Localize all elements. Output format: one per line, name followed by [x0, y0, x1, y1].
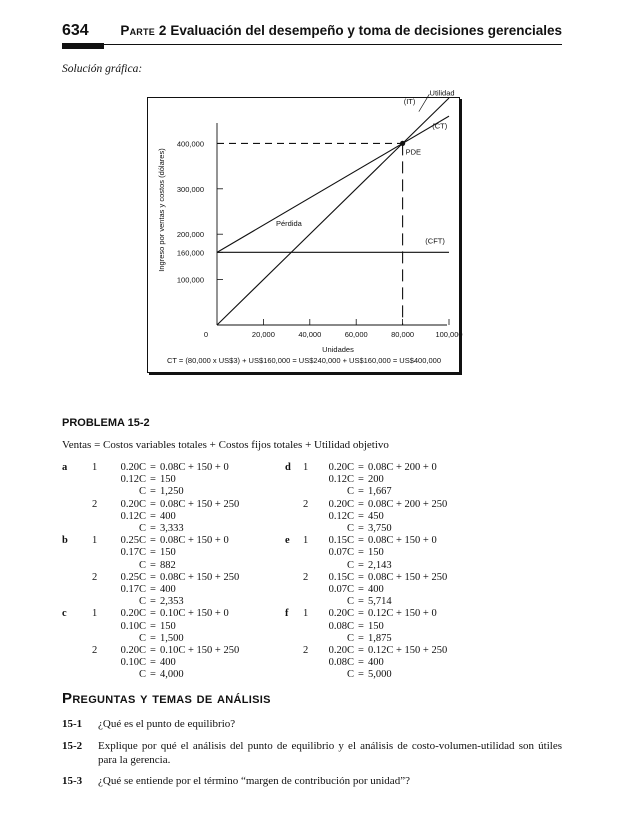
- solution-equals: =: [358, 523, 364, 534]
- solution-equals: =: [150, 632, 156, 644]
- solution-equals: =: [358, 547, 364, 559]
- solution-number: 2: [303, 498, 309, 510]
- solution-line: [316, 669, 392, 681]
- section-title: Evaluación del desempeño y toma de decisiones gerenciales: [170, 23, 562, 38]
- solution-line: [108, 511, 176, 523]
- solution-line: [316, 511, 384, 523]
- solution-lhs: C: [138, 559, 146, 571]
- solution-number: 2: [92, 571, 98, 583]
- solution-line: [316, 596, 392, 608]
- solution-lhs: C: [138, 523, 146, 534]
- solution-rhs: 400: [160, 584, 176, 595]
- solution-line: [316, 560, 392, 572]
- utilidad-label: Utilidad: [429, 88, 455, 98]
- solution-lhs: 0.15C: [328, 535, 354, 547]
- solution-line: [108, 474, 176, 486]
- solution-rhs: 400: [368, 657, 384, 669]
- solution-lhs: 0.20C: [328, 645, 354, 656]
- solution-lhs: C: [346, 559, 354, 571]
- solution-lhs: 0.17C: [120, 547, 146, 559]
- solution-equals: =: [358, 584, 364, 595]
- solution-lhs: 0.20C: [120, 645, 146, 656]
- solution-lhs: C: [138, 486, 146, 498]
- solution-line: [108, 572, 239, 584]
- question-number: 15-1: [62, 718, 83, 730]
- series-line-it: [217, 98, 449, 325]
- solution-line: [316, 621, 384, 633]
- solution-lhs: 0.20C: [328, 462, 354, 473]
- solution-line: [108, 584, 176, 596]
- solucion-label: Solución gráfica:: [62, 63, 143, 75]
- perdida-label: Pérdida: [275, 219, 302, 229]
- solution-line: [316, 633, 392, 645]
- page-number: 634: [62, 22, 89, 39]
- solution-rhs: 1,875: [368, 632, 392, 644]
- solution-equals: =: [150, 645, 156, 656]
- x-axis-label: Unidades: [322, 345, 354, 354]
- solution-line: [108, 523, 184, 535]
- solution-number: 2: [303, 645, 309, 656]
- solution-letter: c: [62, 608, 67, 620]
- solution-equals: =: [150, 559, 156, 571]
- solution-rhs: 1,500: [160, 632, 184, 644]
- solution-line: [108, 608, 229, 620]
- solution-lhs: 0.08C: [328, 657, 354, 669]
- solution-rhs: 150: [160, 547, 176, 559]
- solution-equals: =: [150, 547, 156, 559]
- solution-lhs: C: [138, 596, 146, 608]
- header-rule-accent: [62, 43, 104, 49]
- solution-number: 2: [92, 498, 98, 510]
- breakeven-figure: [147, 88, 463, 373]
- solution-line: [108, 486, 184, 498]
- solution-equals: =: [150, 584, 156, 595]
- solution-rhs: 1,667: [368, 486, 392, 498]
- solution-rhs: 0.12C + 150 + 0: [368, 608, 437, 620]
- solution-lhs: 0.12C: [120, 510, 146, 522]
- solution-rhs: 5,000: [368, 669, 392, 681]
- solution-rhs: 2,353: [160, 596, 184, 608]
- problem-equation: Ventas = Costos variables totales + Costos fijos totales + Utilidad objetivo: [62, 439, 389, 451]
- solution-rhs: 3,333: [160, 523, 184, 534]
- solution-equals: =: [150, 669, 156, 681]
- solution-line: [316, 535, 437, 547]
- solution-lhs: C: [346, 632, 354, 644]
- x-tick-label: 40,000: [298, 330, 322, 339]
- solution-rhs: 1,250: [160, 486, 184, 498]
- solution-number: 1: [303, 608, 309, 620]
- series-label-ct: (CT): [432, 121, 448, 131]
- solution-equals: =: [150, 535, 156, 547]
- solution-line: [108, 462, 229, 474]
- page-header: [62, 22, 562, 42]
- question-number: 15-2: [62, 740, 83, 752]
- solution-lhs: C: [138, 669, 146, 681]
- solution-lhs: 0.12C: [328, 510, 354, 522]
- solution-lhs: 0.12C: [328, 474, 354, 486]
- solution-equals: =: [150, 523, 156, 534]
- solution-letter: b: [62, 535, 68, 547]
- question-text: ¿Qué es el punto de equilibrio?: [98, 718, 236, 730]
- solution-equals: =: [150, 657, 156, 669]
- solution-line: [316, 499, 447, 511]
- solution-line: [108, 547, 176, 559]
- solution-line: [316, 584, 384, 596]
- solution-lhs: 0.12C: [120, 474, 146, 486]
- header-rule: [62, 44, 562, 45]
- solution-equals: =: [358, 510, 364, 522]
- solution-lhs: C: [346, 523, 354, 534]
- solution-number: 1: [303, 535, 309, 547]
- solution-rhs: 0.08C + 150 + 250: [160, 498, 240, 510]
- solution-lhs: 0.07C: [328, 584, 354, 595]
- solution-number: 1: [92, 462, 98, 473]
- series-line-ct: [217, 116, 449, 252]
- y-tick-label: 100,000: [176, 275, 204, 285]
- solution-rhs: 150: [368, 547, 384, 559]
- solution-line: [316, 572, 447, 584]
- solution-equals: =: [150, 510, 156, 522]
- solution-lhs: 0.08C: [328, 620, 354, 632]
- y-tick-label: 200,000: [176, 230, 204, 240]
- solution-rhs: 882: [160, 559, 176, 571]
- solution-rhs: 450: [368, 510, 384, 522]
- solution-equals: =: [358, 486, 364, 498]
- solution-equals: =: [150, 608, 156, 620]
- solution-equals: =: [358, 596, 364, 608]
- solution-letter: e: [285, 535, 290, 547]
- solution-lhs: 0.10C: [120, 657, 146, 669]
- solution-rhs: 5,714: [368, 596, 392, 608]
- solution-line: [108, 657, 176, 669]
- solution-lhs: 0.20C: [120, 608, 146, 620]
- solution-line: [316, 657, 384, 669]
- breakeven-chart: [148, 88, 463, 372]
- solution-equals: =: [358, 645, 364, 656]
- solution-rhs: 4,000: [160, 669, 184, 681]
- solution-lhs: 0.20C: [120, 462, 146, 473]
- solution-line: [316, 462, 437, 474]
- solution-rhs: 0.08C + 200 + 250: [368, 498, 448, 510]
- question-number: 15-3: [62, 775, 83, 787]
- section-heading: [62, 690, 271, 707]
- solution-line: [108, 560, 176, 572]
- solution-equals: =: [358, 498, 364, 510]
- solution-lhs: C: [346, 486, 354, 498]
- solution-equals: =: [150, 474, 156, 486]
- solution-number: 2: [303, 571, 309, 583]
- solution-line: [316, 474, 384, 486]
- solution-number: 1: [303, 462, 309, 473]
- solution-line: [108, 596, 184, 608]
- solution-rhs: 0.08C + 150 + 0: [160, 535, 229, 547]
- solution-line: [108, 499, 239, 511]
- solution-number: 1: [92, 608, 98, 620]
- solution-line: [108, 621, 176, 633]
- utilidad-leader-line: [419, 94, 429, 111]
- solution-lhs: 0.07C: [328, 547, 354, 559]
- solution-lhs: 0.20C: [328, 498, 354, 510]
- solution-rhs: 2,143: [368, 559, 392, 571]
- solution-equals: =: [358, 462, 364, 473]
- solution-line: [108, 669, 184, 681]
- x-tick-label: 80,000: [391, 330, 415, 339]
- solution-number: 1: [92, 535, 98, 547]
- x-tick-label: 100,000: [435, 330, 463, 339]
- solution-line: [316, 486, 392, 498]
- solution-line: [316, 608, 437, 620]
- x-tick-label: 20,000: [251, 330, 275, 339]
- solution-rhs: 150: [160, 474, 176, 486]
- solution-equals: =: [358, 632, 364, 644]
- solution-rhs: 150: [160, 620, 176, 632]
- y-axis-label: Ingreso por ventas y costos (dólares): [157, 148, 166, 272]
- solution-line: [316, 547, 384, 559]
- heading-rest: reguntas y temas de análisis: [72, 690, 271, 707]
- solution-equals: =: [358, 571, 364, 583]
- parte-label: Parte 2: [120, 23, 167, 38]
- solution-lhs: 0.15C: [328, 571, 354, 583]
- x-tick-label: 60,000: [344, 330, 368, 339]
- solution-equals: =: [150, 498, 156, 510]
- solution-rhs: 400: [160, 657, 176, 669]
- solution-line: [108, 645, 239, 657]
- solution-line: [108, 535, 229, 547]
- problem-title: PROBLEMA 15-2: [62, 417, 150, 429]
- y-tick-label: 160,000: [176, 248, 204, 258]
- pde-label: PDE: [405, 147, 422, 157]
- series-label-cft: (CFT): [425, 236, 445, 246]
- solution-rhs: 0.10C + 150 + 250: [160, 645, 240, 656]
- solution-rhs: 200: [368, 474, 384, 486]
- solution-rhs: 400: [368, 584, 384, 595]
- solution-rhs: 400: [160, 510, 176, 522]
- solution-equals: =: [150, 596, 156, 608]
- solution-equals: =: [358, 669, 364, 681]
- solution-lhs: 0.20C: [328, 608, 354, 620]
- x-tick-label: 0: [203, 330, 209, 339]
- solution-rhs: 3,750: [368, 523, 392, 534]
- solution-rhs: 0.08C + 150 + 0: [160, 462, 229, 473]
- solution-equals: =: [358, 620, 364, 632]
- solution-equals: =: [150, 571, 156, 583]
- solution-number: 2: [92, 645, 98, 656]
- solution-lhs: 0.17C: [120, 584, 146, 595]
- y-tick-label: 400,000: [176, 139, 204, 149]
- solution-line: [108, 633, 184, 645]
- solution-rhs: 150: [368, 620, 384, 632]
- solution-equals: =: [150, 462, 156, 473]
- solution-letter: a: [62, 462, 68, 473]
- chart-formula: CT = (80,000 x US$3) + US$160,000 = US$240,000 + US$160,000 = US$400,000: [166, 356, 442, 365]
- solution-equals: =: [358, 608, 364, 620]
- solution-letter: d: [285, 462, 291, 473]
- solution-rhs: 0.08C + 200 + 0: [368, 462, 437, 473]
- solution-lhs: 0.25C: [120, 535, 146, 547]
- solution-rhs: 0.08C + 150 + 250: [160, 571, 240, 583]
- solution-lhs: C: [346, 669, 354, 681]
- solution-rhs: 0.08C + 150 + 250: [368, 571, 448, 583]
- solution-lhs: C: [138, 632, 146, 644]
- solution-lhs: 0.20C: [120, 498, 146, 510]
- running-title: [120, 23, 562, 38]
- solution-line: [316, 523, 392, 535]
- solution-equals: =: [358, 474, 364, 486]
- solution-lhs: 0.10C: [120, 620, 146, 632]
- solution-equals: =: [358, 657, 364, 669]
- solution-letter: f: [285, 608, 289, 620]
- y-tick-label: 300,000: [176, 184, 204, 194]
- solution-rhs: 0.12C + 150 + 250: [368, 645, 448, 656]
- solution-equals: =: [150, 620, 156, 632]
- solution-equals: =: [358, 559, 364, 571]
- solution-rhs: 0.10C + 150 + 0: [160, 608, 229, 620]
- solution-lhs: C: [346, 596, 354, 608]
- solution-line: [316, 645, 447, 657]
- pde-point: [400, 141, 405, 146]
- question-text: Explique por qué el análisis del punto de equilibrio y el análisis de costo-volumen-utilidad son útiles para la gerencia.: [98, 740, 562, 766]
- solution-lhs: 0.25C: [120, 571, 146, 583]
- question-text: ¿Qué se entiende por el término “margen de contribución por unidad”?: [98, 775, 410, 787]
- solution-equals: =: [150, 486, 156, 498]
- solution-rhs: 0.08C + 150 + 0: [368, 535, 437, 547]
- solution-equals: =: [358, 535, 364, 547]
- heading-initial: P: [62, 690, 73, 707]
- series-label-it: (IT): [403, 96, 416, 106]
